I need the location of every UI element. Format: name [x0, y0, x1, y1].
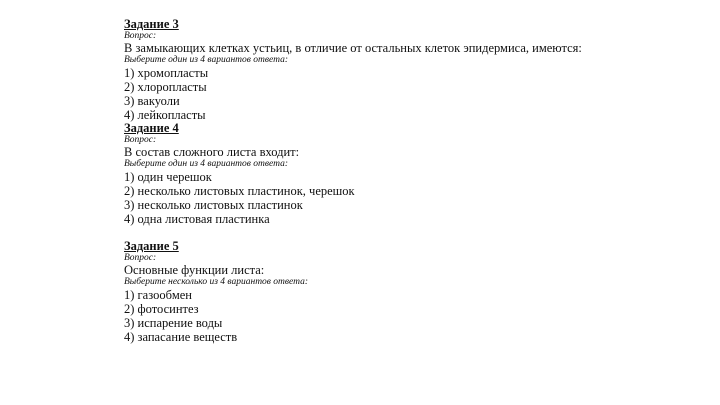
answer-option: 4) лейкопласты [124, 108, 206, 122]
answer-options [124, 66, 684, 122]
answer-option: 3) несколько листовых пластинок [124, 198, 303, 212]
answer-option: 1) один черешок [124, 170, 212, 184]
task-5 [124, 240, 684, 344]
answer-option: 1) хромопласты [124, 66, 209, 80]
answer-instruction: Выберите несколько из 4 вариантов ответа: [124, 277, 309, 287]
answer-options [124, 170, 684, 226]
answer-options [124, 288, 684, 344]
answer-option: 3) испарение воды [124, 316, 223, 330]
answer-option: 2) фотосинтез [124, 302, 199, 316]
task-title: Задание 3 [124, 17, 179, 31]
question-text: В замыкающих клетках устьиц, в отличие от остальных клеток эпидермиса, имеются: [124, 41, 582, 55]
answer-option: 2) несколько листовых пластинок, черешок [124, 184, 355, 198]
answer-instruction: Выберите один из 4 вариантов ответа: [124, 55, 289, 65]
spacer [124, 226, 684, 240]
question-label: Вопрос: [124, 135, 157, 145]
answer-instruction: Выберите один из 4 вариантов ответа: [124, 159, 289, 169]
task-4 [124, 122, 684, 226]
test-document [124, 18, 684, 344]
answer-option: 4) одна листовая пластинка [124, 212, 270, 226]
task-title: Задание 5 [124, 239, 179, 253]
question-text: В состав сложного листа входит: [124, 145, 300, 159]
question-label: Вопрос: [124, 31, 157, 41]
answer-option: 4) запасание веществ [124, 330, 238, 344]
question-text: Основные функции листа: [124, 263, 265, 277]
task-3 [124, 18, 684, 122]
answer-option: 1) газообмен [124, 288, 192, 302]
question-label: Вопрос: [124, 253, 157, 263]
answer-option: 2) хлоропласты [124, 80, 207, 94]
answer-option: 3) вакуоли [124, 94, 180, 108]
task-title: Задание 4 [124, 121, 179, 135]
